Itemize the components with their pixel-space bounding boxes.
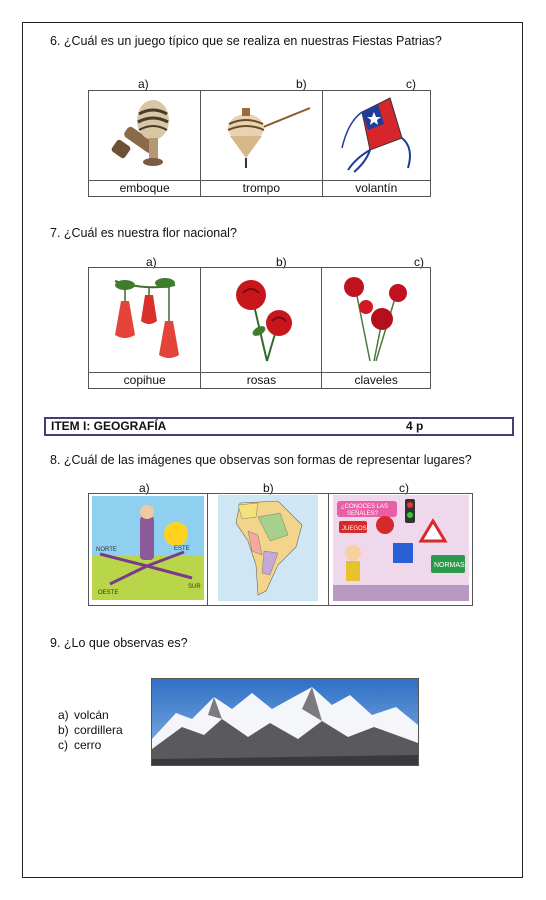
q7-letter-b: b)	[276, 255, 287, 269]
signs-title-1: ¿CONOCES LAS	[340, 504, 388, 510]
kite-icon	[326, 92, 426, 176]
q7-caption-b: rosas	[201, 373, 322, 389]
question-6: 6. ¿Cuál es un juego típico que se realiza en nuestras Fiestas Patrias?	[50, 34, 442, 48]
carnation-icon	[326, 271, 426, 367]
q9-option-c[interactable]: c) cerro	[58, 738, 102, 752]
q8-letter-a: a)	[139, 481, 150, 495]
compass-norte: NORTE	[95, 547, 117, 553]
item-header	[44, 417, 514, 436]
compass-image[interactable]	[89, 494, 208, 606]
q6-letter-b: b)	[296, 77, 307, 91]
question-8: 8. ¿Cuál de las imágenes que observas son formas de representar lugares?	[50, 453, 472, 467]
signs-title-2: SEÑALES?	[346, 511, 378, 517]
q6-caption-c: volantín	[322, 181, 431, 197]
mountains-image[interactable]	[151, 678, 419, 766]
q7-image-table	[88, 267, 431, 389]
compass-este: ESTE	[173, 546, 190, 552]
copihue-image[interactable]	[89, 268, 201, 373]
q6-letter-a: a)	[138, 77, 149, 91]
q8-letter-b: b)	[263, 481, 274, 495]
q6-letter-c: c)	[406, 77, 416, 91]
q8-image-table	[88, 493, 473, 606]
q7-letter-c: c)	[414, 255, 424, 269]
map-image[interactable]	[207, 494, 329, 606]
q6-image-table	[88, 90, 431, 197]
q9-options	[58, 708, 123, 753]
rose-icon	[211, 271, 311, 367]
q7-caption-a: copihue	[89, 373, 201, 389]
claveles-image[interactable]	[322, 268, 431, 373]
traffic-signs-icon	[333, 495, 469, 601]
question-7: 7. ¿Cuál es nuestra flor nacional?	[50, 226, 237, 240]
item-points: 4 p	[406, 419, 424, 433]
q7-letter-a: a)	[146, 255, 157, 269]
rosas-image[interactable]	[201, 268, 322, 373]
compass-sur: SUR	[187, 584, 201, 590]
copihue-icon	[95, 271, 195, 367]
compass-oeste: OESTE	[97, 590, 119, 596]
q6-caption-a: emboque	[89, 181, 201, 197]
compass-scene-icon	[92, 496, 204, 600]
q9-option-a[interactable]: a) volcán	[58, 708, 109, 722]
emboque-icon	[95, 94, 195, 174]
trompo-icon	[206, 94, 316, 174]
signs-juegos: JUEGOS	[341, 526, 367, 532]
mountain-range-icon	[152, 679, 418, 765]
question-9: 9. ¿Lo que observas es?	[50, 636, 188, 650]
q9-option-b[interactable]: b) cordillera	[58, 723, 123, 737]
q8-letter-c: c)	[399, 481, 409, 495]
south-america-map-icon	[218, 495, 318, 601]
q7-caption-c: claveles	[322, 373, 431, 389]
signs-normas: NORMAS	[433, 562, 465, 569]
trompo-image[interactable]	[201, 91, 322, 181]
item-title: ITEM I: GEOGRAFÍA	[51, 419, 167, 433]
emboque-image[interactable]	[89, 91, 201, 181]
q6-caption-b: trompo	[201, 181, 322, 197]
volantin-image[interactable]	[322, 91, 431, 181]
signs-image[interactable]	[329, 494, 473, 606]
